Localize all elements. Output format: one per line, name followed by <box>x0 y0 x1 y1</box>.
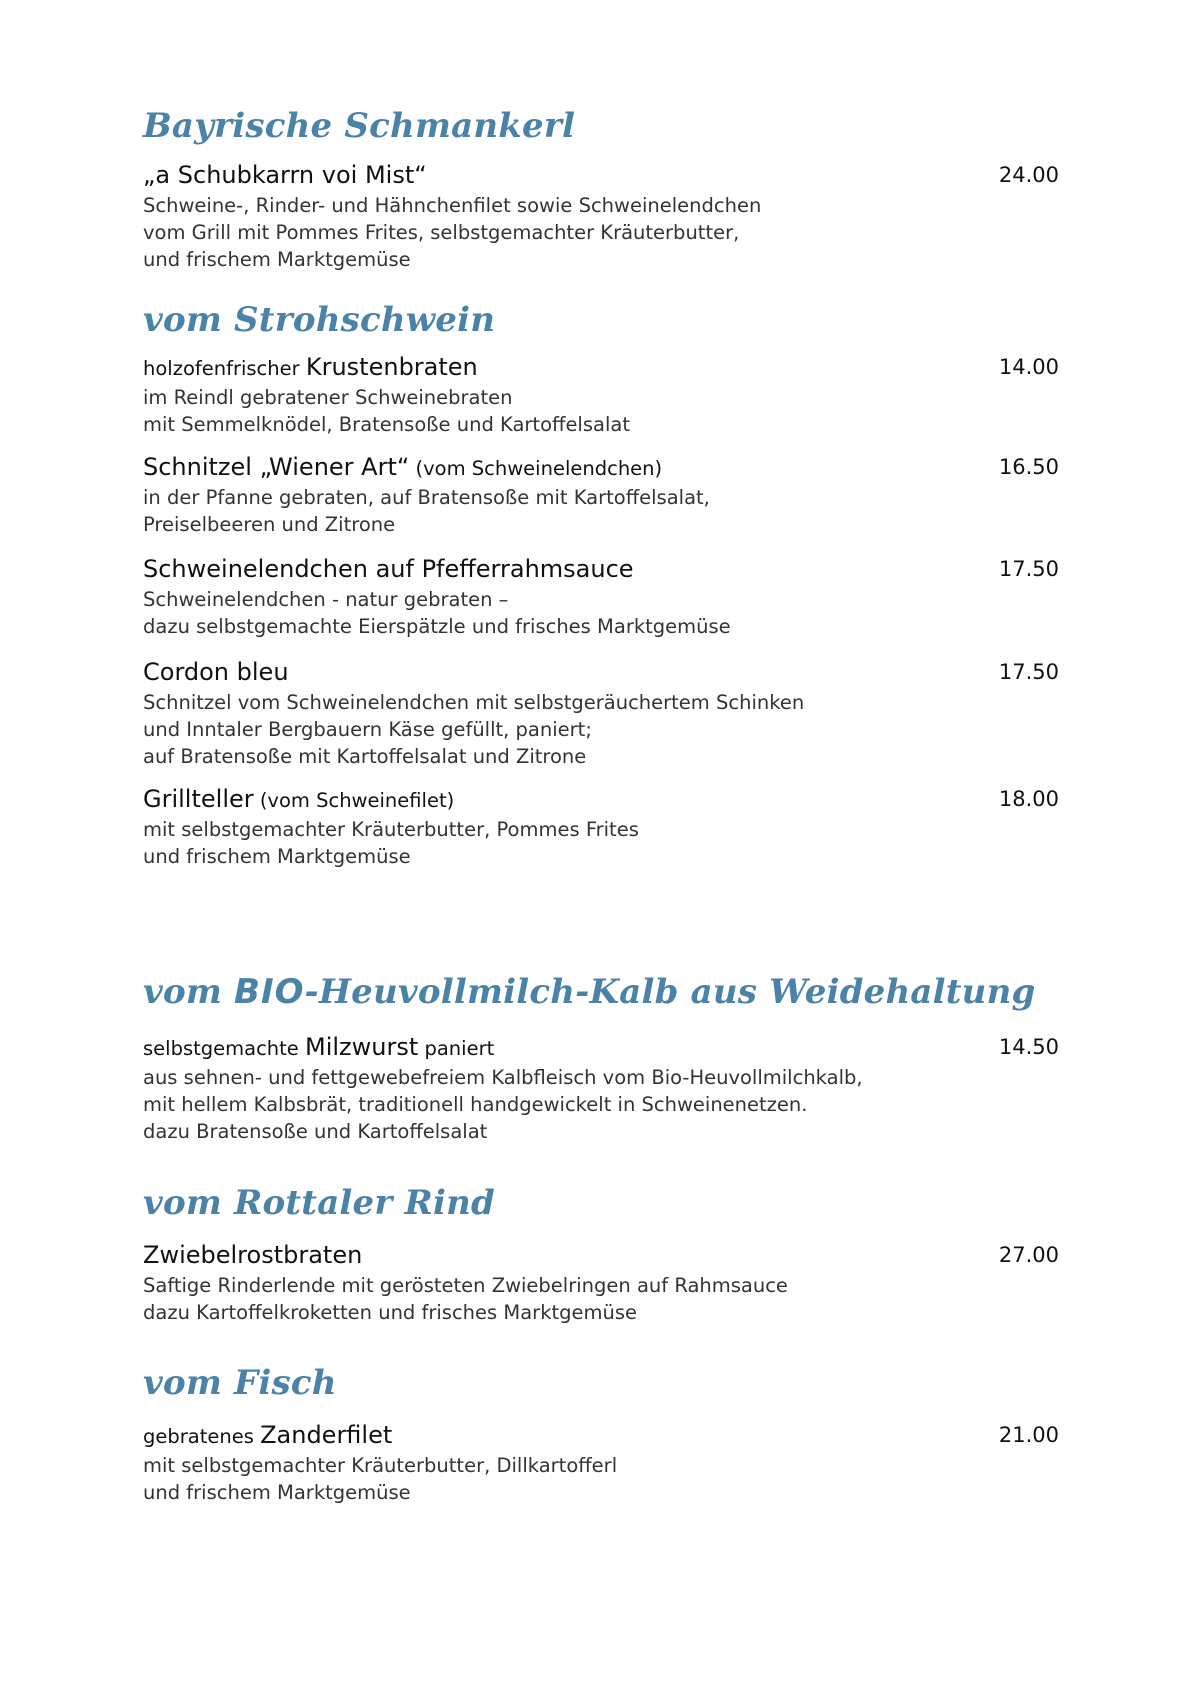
item-header <box>143 350 1059 384</box>
description-line: im Reindl gebratener Schweinebraten <box>143 386 513 409</box>
section-title: vom Rottaler Rind <box>143 1183 495 1223</box>
item-description <box>143 689 1059 770</box>
description-line: mit hellem Kalbsbrät, traditionell handgewickelt in Schweinenetzen. <box>143 1093 808 1116</box>
description-line: mit selbstgemachter Kräuterbutter, Pommes Frites <box>143 818 639 841</box>
section-bio-kalb <box>143 970 1059 1014</box>
item-name: Schnitzel „Wiener Art“ <box>143 453 410 481</box>
item-description <box>143 816 1059 870</box>
item-price: 14.00 <box>998 355 1059 379</box>
description-line: und frischem Marktgemüse <box>143 845 411 868</box>
item-header <box>143 552 1059 586</box>
menu-item <box>143 450 1059 538</box>
description-line: und Inntaler Bergbauern Käse gefüllt, paniert; <box>143 718 592 741</box>
section-rottaler-rind <box>143 1181 1059 1225</box>
description-line: auf Bratensoße mit Kartoffelsalat und Zitrone <box>143 745 587 768</box>
item-name: Zanderfilet <box>260 1421 393 1449</box>
item-name: Zwiebelrostbraten <box>143 1241 363 1269</box>
section-title: vom Strohschwein <box>143 300 496 340</box>
item-header <box>143 450 1059 484</box>
item-header <box>143 1418 1059 1452</box>
item-description <box>143 1064 1059 1145</box>
description-line: mit Semmelknödel, Bratensoße und Kartoffelsalat <box>143 413 630 436</box>
description-line: und frischem Marktgemüse <box>143 1481 411 1504</box>
menu-item <box>143 552 1059 640</box>
item-suffix: paniert <box>418 1037 495 1060</box>
item-name: „a Schubkarrn voi Mist“ <box>143 161 427 189</box>
description-line: aus sehnen- und fettgewebefreiem Kalbfleisch vom Bio-Heuvollmilchkalb, <box>143 1066 863 1089</box>
item-description <box>143 1452 1059 1506</box>
item-header <box>143 1238 1059 1272</box>
item-name: Schweinelendchen auf Pfefferrahmsauce <box>143 555 634 583</box>
description-line: dazu selbstgemachte Eierspätzle und frisches Marktgemüse <box>143 615 731 638</box>
item-prefix: gebratenes <box>143 1425 261 1448</box>
section-title-pre: vom <box>143 972 235 1012</box>
item-header <box>143 158 1059 192</box>
item-suffix: (vom Schweinefilet) <box>253 789 455 812</box>
section-title: Bayrische Schmankerl <box>143 106 576 146</box>
item-description <box>143 586 1059 640</box>
description-line: dazu Bratensoße und Kartoffelsalat <box>143 1120 488 1143</box>
description-line: Preiselbeeren und Zitrone <box>143 513 396 536</box>
section-title-bio: BIO <box>234 972 305 1012</box>
item-header <box>143 655 1059 689</box>
item-name: Milzwurst <box>305 1033 419 1061</box>
menu-item <box>143 350 1059 438</box>
item-header <box>143 782 1059 816</box>
item-name: Grillteller <box>143 785 254 813</box>
description-line: Schweinelendchen - natur gebraten – <box>143 588 509 611</box>
item-price: 14.50 <box>998 1035 1059 1059</box>
description-line: Schnitzel vom Schweinelendchen mit selbstgeräuchertem Schinken <box>143 691 805 714</box>
section-bayrische-schmankerl <box>143 104 1059 148</box>
description-line: in der Pfanne gebraten, auf Bratensoße mit Kartoffelsalat, <box>143 486 710 509</box>
item-price: 16.50 <box>998 455 1059 479</box>
item-price: 17.50 <box>998 660 1059 684</box>
item-name: Krustenbraten <box>305 353 478 381</box>
item-description <box>143 1272 1059 1326</box>
item-price: 24.00 <box>998 163 1059 187</box>
item-description <box>143 384 1059 438</box>
item-price: 18.00 <box>998 787 1059 811</box>
item-suffix: (vom Schweinelendchen) <box>409 457 663 480</box>
item-name: Cordon bleu <box>143 658 289 686</box>
item-prefix: holzofenfrischer <box>143 357 306 380</box>
section-fisch <box>143 1361 1059 1405</box>
description-line: dazu Kartoffelkroketten und frisches Marktgemüse <box>143 1301 638 1324</box>
item-price: 17.50 <box>998 557 1059 581</box>
description-line: Schweine-, Rinder- und Hähnchenfilet sowie Schweinelendchen <box>143 194 762 217</box>
menu-item <box>143 782 1059 870</box>
section-title-post: -Heuvollmilch-Kalb aus Weidehaltung <box>304 972 1036 1012</box>
description-line: mit selbstgemachter Kräuterbutter, Dillkartofferl <box>143 1454 618 1477</box>
menu-item <box>143 1030 1059 1145</box>
section-title <box>143 970 1059 1014</box>
item-price: 21.00 <box>998 1423 1059 1447</box>
section-title: vom Fisch <box>143 1363 337 1403</box>
menu-item <box>143 158 1059 273</box>
item-description <box>143 192 1059 273</box>
description-line: und frischem Marktgemüse <box>143 248 411 271</box>
item-prefix: selbstgemachte <box>143 1037 305 1060</box>
description-line: vom Grill mit Pommes Frites, selbstgemachter Kräuterbutter, <box>143 221 740 244</box>
item-header <box>143 1030 1059 1064</box>
description-line: Saftige Rinderlende mit gerösteten Zwiebelringen auf Rahmsauce <box>143 1274 788 1297</box>
menu-item <box>143 655 1059 770</box>
menu-item <box>143 1418 1059 1506</box>
menu-item <box>143 1238 1059 1326</box>
item-description <box>143 484 1059 538</box>
item-price: 27.00 <box>998 1243 1059 1267</box>
section-strohschwein <box>143 298 1059 342</box>
